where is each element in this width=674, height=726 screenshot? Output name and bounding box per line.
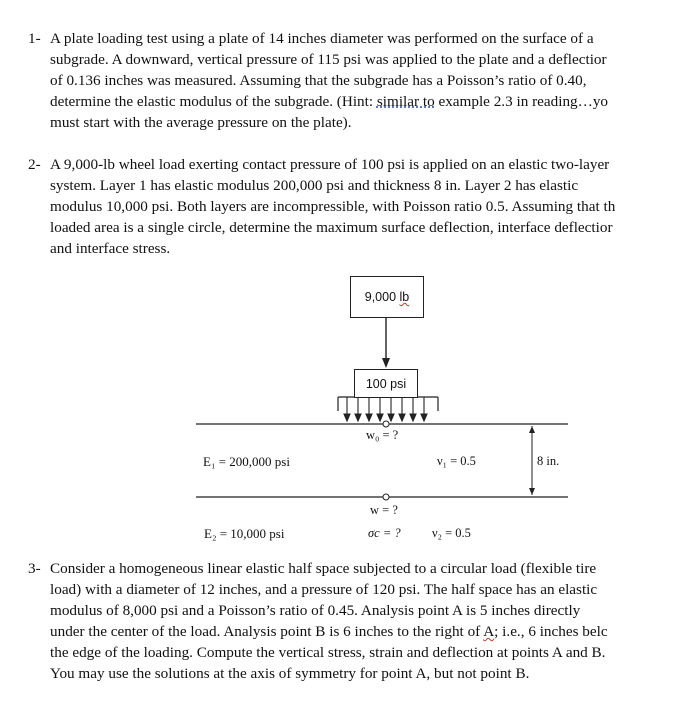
problem-1-line-3: of 0.136 inches was measured. Assuming that the subgrade has a Poisson’s ratio of 0.40, — [50, 72, 587, 89]
problem-2-line-5: and interface stress. — [50, 240, 171, 257]
hint-link: similar to — [376, 93, 435, 110]
problem-3-line-4-tail: ; i.e., 6 inches belc — [494, 623, 608, 640]
thickness-label: 8 in. — [537, 454, 560, 468]
problem-3-line-1: Consider a homogeneous linear elastic half space subjected to a circular load (flexible tire — [50, 560, 597, 577]
surface-deflection-label: w₀ = ? — [366, 428, 399, 442]
problem-1-line-4-text: determine the elastic modulus of the subgrade. (Hint: — [50, 93, 377, 110]
layer2-poisson-label: ν₂ = 0.5 — [432, 526, 471, 540]
problem-3-line-2: load) with a diameter of 12 inches, and a pressure of 120 psi. The half space has an elastic — [50, 581, 598, 598]
problem-2-line-4: loaded area is a single circle, determine the maximum surface deflection, interface deflectior — [50, 219, 613, 236]
problem-3-line-5: the edge of the loading. Compute the vertical stress, strain and deflection at points A and B. — [50, 644, 606, 661]
interface-point-marker — [383, 494, 389, 500]
problem-3-line-6: You may use the solutions at the axis of symmetry for point A, but not point B. — [50, 665, 530, 682]
load-box — [350, 276, 424, 318]
surface-point-marker — [383, 421, 389, 427]
pressure-arrows — [344, 397, 427, 421]
problem-2-line-1: A 9,000-lb wheel load exerting contact pressure of 100 psi is applied on an elastic two-layer — [50, 156, 610, 173]
problem-3-line-3: modulus of 8,000 psi and a Poisson’s ratio of 0.45. Analysis point A is 5 inches directly — [50, 602, 581, 619]
problem-1-line-5: must start with the average pressure on the plate). — [50, 114, 352, 131]
problem-3-number: 3- — [28, 560, 41, 577]
load-unit: lb — [399, 290, 410, 304]
problem-1-line-1: A plate loading test using a plate of 14 inches diameter was performed on the surface of a — [50, 30, 594, 47]
layer1-modulus-label: E₁ = 200,000 psi — [203, 454, 290, 469]
interface-stress-label: σc = ? — [368, 526, 401, 540]
problem-2-line-3: modulus 10,000 psi. Both layers are incompressible, with Poisson ratio 0.5. Assuming that th — [50, 198, 616, 215]
problem-3 — [28, 558, 674, 684]
pressure-box: 100 psi — [354, 369, 418, 398]
problem-2-line-2: system. Layer 1 has elastic modulus 200,000 psi and thickness 8 in. Layer 2 has elastic — [50, 177, 579, 194]
layer1-poisson-label: ν₁ = 0.5 — [437, 454, 476, 468]
load-arrow-head — [382, 358, 390, 368]
load-value: 9,000 — [364, 290, 397, 304]
interface-deflection-label: w = ? — [370, 503, 398, 517]
problem-3-line-4-text: under the center of the load. Analysis point B is 6 inches to the right of — [50, 623, 484, 640]
problem-3-line-4 — [28, 621, 674, 642]
layer2-modulus-label: E₂ = 10,000 psi — [204, 526, 285, 541]
problem-1-line-4-tail: example 2.3 in reading…yo — [434, 93, 609, 110]
problem-1-line-2: subgrade. A downward, vertical pressure of 115 psi was applied to the plate and a deflectior — [50, 51, 607, 68]
point-a-mark: A — [483, 623, 495, 640]
problem-2-number: 2- — [28, 156, 41, 173]
problem-1-number: 1- — [28, 30, 41, 47]
